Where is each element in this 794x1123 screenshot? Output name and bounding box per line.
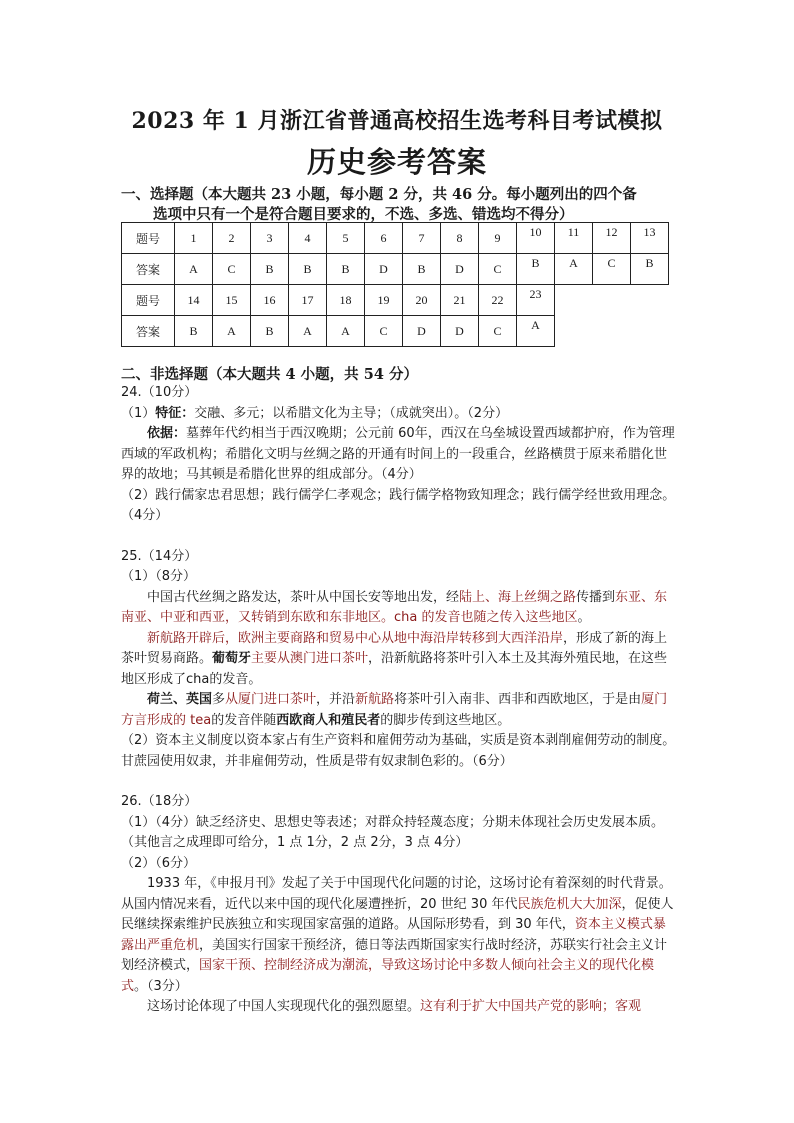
answer-cell: A [517, 316, 555, 347]
answer-cell: B [289, 254, 327, 285]
q25-label: 25.（14分） [121, 548, 198, 564]
answer-cell: B [251, 254, 289, 285]
q26-sub2: （2）（6分） [121, 855, 197, 871]
answer-cell: 12 [593, 223, 631, 254]
document-title: 2023 年 1 月浙江省普通高校招生选考科目考试模拟 [131, 108, 663, 134]
answer-cell: 6 [365, 223, 403, 254]
answer-cell: D [365, 254, 403, 285]
answer-cell: D [441, 254, 479, 285]
answer-cell: C [593, 254, 631, 285]
answer-row-b [122, 316, 669, 347]
answer-cell: 7 [403, 223, 441, 254]
answer-cell: 23 [517, 285, 555, 316]
section2-heading: 二、非选择题（本大题共 4 小题，共 54 分） [121, 366, 418, 383]
q26-para-significance: 这场讨论体现了中国人实现现代化的强烈愿望。这有利于扩大中国共产党的影响；客观 [147, 999, 642, 1014]
q24-part1: （1）特征：交融、多元；以希腊文化为主导；（成就突出）。（2分） [121, 405, 509, 421]
q26-para-background: 1933 年，《申报月刊》发起了关于中国现代化问题的讨论，这场讨论有着深刻的时代背景。从国内情况来看，近代以来中国的现代化屡遭挫折，20 世纪 30 年代民族危机大大加深，促使人民继续探索维护民族独立和实现国家富强的道路。从国际形势看，到 30 年代，资本主义模式暴露出严重危机，美国实行国家干预经济，德日等法西斯国家实行战时经济，苏联实行社会主义计划经济模式，国家干预、控制经济成为潮流，导致这场讨论中多数人倾向社会主义的现代化模式。（3分） [121, 876, 674, 994]
answer-cell: B [403, 254, 441, 285]
answer-row-a [122, 254, 669, 285]
answer-cell: 3 [251, 223, 289, 254]
q25-sub1: （1）（8分） [121, 569, 197, 584]
answer-cell: B [175, 316, 213, 347]
empty-cell [631, 285, 669, 316]
row-header: 答案 [122, 254, 175, 285]
answer-cell: 4 [289, 223, 327, 254]
q26-label: 26.（18分） [121, 794, 198, 809]
row-header: 答案 [122, 316, 175, 347]
row-header: 题号 [122, 223, 175, 254]
q24-block [121, 383, 677, 1018]
document-subtitle: 历史参考答案 [306, 145, 487, 179]
number-row-a [122, 223, 669, 254]
answer-cell: 10 [517, 223, 555, 254]
answer-cell: 19 [365, 285, 403, 316]
answer-cell: 11 [555, 223, 593, 254]
q24-basis: 依据：墓葬年代约相当于西汉晚期；公元前 60年，西汉在乌垒城设置西域都护府，作为管理西域的军政机构；希腊化文明与丝绸之路的开通有时间上的一段重合，丝路横贯于原来希腊化世界的故地；马其顿是希腊化世界的组成部分。（4分） [121, 426, 675, 482]
q24-label: 24.（10分） [121, 385, 198, 400]
answer-cell: 21 [441, 285, 479, 316]
answer-cell: 1 [175, 223, 213, 254]
q25-para-silkroad: 中国古代丝绸之路发达，茶叶从中国长安等地出发，经陆上、海上丝绸之路传播到东亚、东南亚、中亚和西亚，又转销到东欧和东非地区。cha 的发音也随之传入这些地区。 [121, 589, 668, 625]
answer-cell: 18 [327, 285, 365, 316]
answer-cell: 17 [289, 285, 327, 316]
answer-cell: A [213, 316, 251, 347]
q25-sub2: （2）资本主义制度以资本家占有生产资料和雇佣劳动为基础，实质是资本剥削雇佣劳动的制度。甘蔗园使用奴隶，并非雇佣劳动，性质是带有奴隶制色彩的。（6分） [121, 733, 676, 769]
answer-cell: A [289, 316, 327, 347]
answer-cell: C [365, 316, 403, 347]
answer-cell: 9 [479, 223, 517, 254]
answer-cell: A [327, 316, 365, 347]
section1-heading: 一、选择题（本大题共 23 小题，每小题 2 分，共 46 分。每小题列出的四个备 [121, 186, 637, 203]
empty-cell [555, 316, 593, 347]
empty-cell [593, 316, 631, 347]
answer-cell: 15 [213, 285, 251, 316]
answer-cell: C [479, 316, 517, 347]
answer-cell: 13 [631, 223, 669, 254]
answer-cell: A [175, 254, 213, 285]
answer-cell: 22 [479, 285, 517, 316]
answer-cell: D [403, 316, 441, 347]
answer-cell: 8 [441, 223, 479, 254]
q25-para-dutch-british: 荷兰、英国多从厦门进口茶叶，并沿新航路将茶叶引入南非、西非和西欧地区，于是由厦门方言形成的 tea的发音伴随西欧商人和殖民者的脚步传到这些地区。 [121, 692, 668, 728]
answer-cell: 2 [213, 223, 251, 254]
answer-cell: C [213, 254, 251, 285]
answer-cell: 16 [251, 285, 289, 316]
empty-cell [631, 316, 669, 347]
answer-cell: A [555, 254, 593, 285]
empty-cell [555, 285, 593, 316]
q24-part2: （2）践行儒家忠君思想；践行儒学仁孝观念；践行儒学格物致知理念；践行儒学经世致用理念。（4分） [121, 487, 676, 523]
answer-table [121, 222, 669, 347]
answer-cell: B [631, 254, 669, 285]
row-header: 题号 [122, 285, 175, 316]
answer-cell: 5 [327, 223, 365, 254]
q25-para-newroute: 新航路开辟后，欧洲主要商路和贸易中心从地中海沿岸转移到大西洋沿岸，形成了新的海上茶叶贸易商路。葡萄牙主要从澳门进口茶叶，沿新航路将茶叶引入本土及其海外殖民地，在这些地区形成了cha的发音。 [121, 630, 668, 687]
answer-cell: B [327, 254, 365, 285]
answer-cell: 20 [403, 285, 441, 316]
q26-sub1: （1）（4分）缺乏经济史、思想史等表述；对群众持轻蔑态度；分期未体现社会历史发展本质。（其他言之成理即可给分，1 点 1分，2 点 2分，3 点 4分） [121, 814, 665, 850]
empty-cell [593, 285, 631, 316]
section1-heading-cont: 选项中只有一个是符合题目要求的，不选、多选、错选均不得分） [153, 206, 574, 223]
answer-cell: B [517, 254, 555, 285]
answer-cell: D [441, 316, 479, 347]
answer-cell: 14 [175, 285, 213, 316]
answer-cell: B [251, 316, 289, 347]
number-row-b [122, 285, 669, 316]
answer-cell: C [479, 254, 517, 285]
